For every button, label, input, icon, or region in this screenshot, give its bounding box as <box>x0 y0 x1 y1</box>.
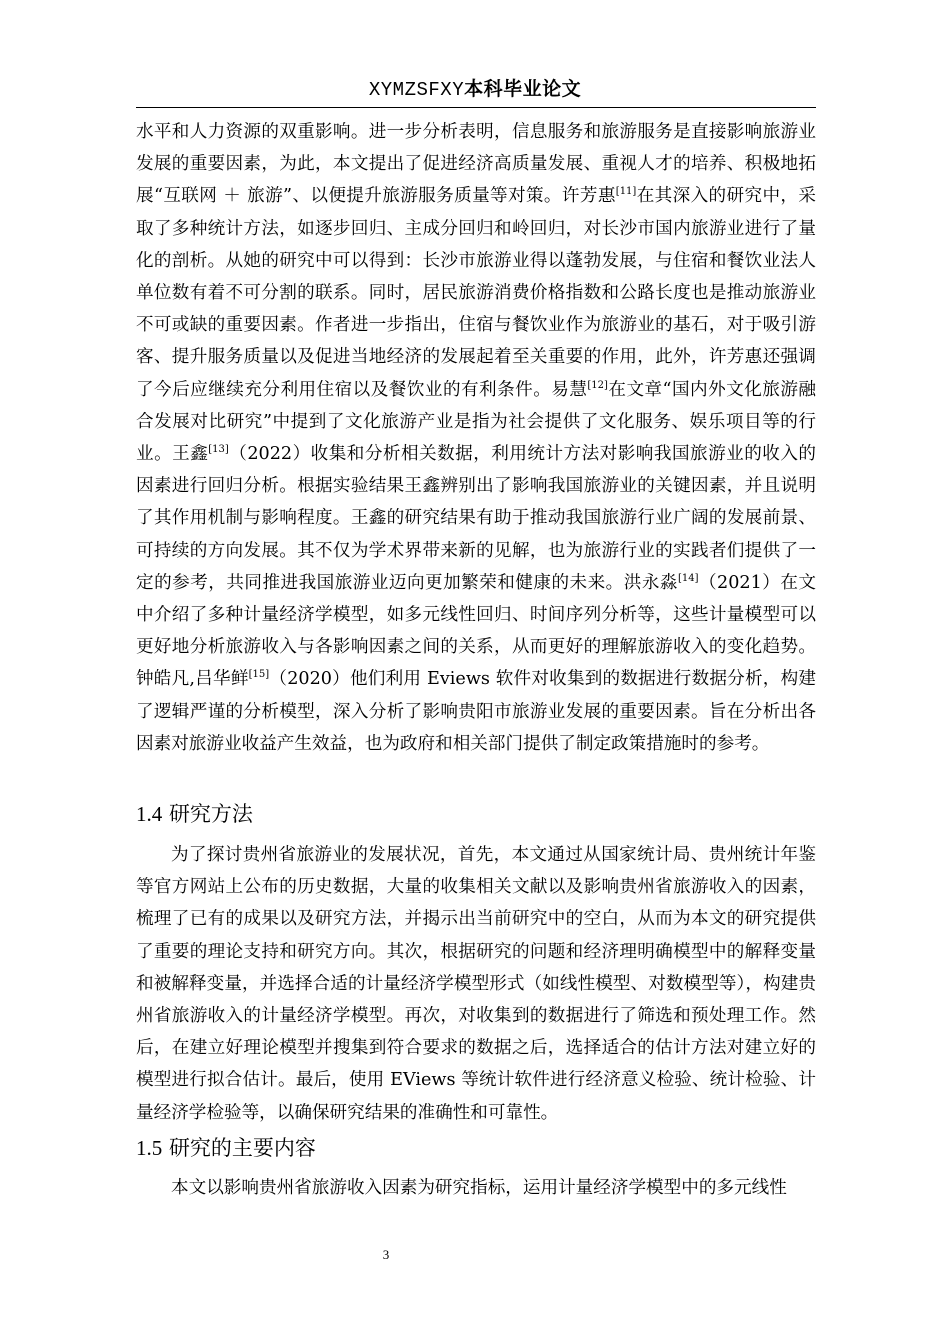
header-thesis-type: 本科毕业论文 <box>464 78 582 100</box>
citation-13: [13] <box>208 444 229 456</box>
paragraph-text-segment: （2021）在文中介绍了多种计量经济学模型，如多元线性回归、时间序列分析等，这些计量模型可以更好地分析旅游收入与各影响因素之间的关系，从而更好的理解旅游收入的变化趋势。钟皓凡,吕华鲜 <box>136 572 816 690</box>
literature-review-continuation <box>136 116 816 760</box>
section-heading <box>136 799 816 829</box>
paragraph-text-segment: 在其深入的研究中，采取了多种统计方法，如逐步回归、主成分回归和岭回归，对长沙市国内旅游业进行了量化的剖析。从她的研究中可以得到：长沙市旅游业得以蓬勃发展，与住宿和餐饮业法人单位数有着不可分割的联系。同时，居民旅游消费价格指数和公路长度也是推动旅游业不可或缺的重要因素。作者进一步指出，住宿与餐饮业作为旅游业的基石，对于吸引游客、提升服务质量以及促进当地经济的发展起着至关重要的作用，此外，许芳惠还强调了今后应继续充分利用住宿以及餐饮业的有利条件。易慧 <box>136 186 816 400</box>
citation-15: [15] <box>248 669 270 681</box>
body-paragraph: 为了探讨贵州省旅游业的发展状况，首先，本文通过从国家统计局、贵州统计年鉴等官方网站上公布的历史数据，大量的收集相关文献以及影响贵州省旅游收入的因素，梳理了已有的成果以及研究方法，并揭示出当前研究中的空白，从而为本文的研究提供了重要的理论支持和研究方向。其次，根据研究的问题和经济理明确模型中的解释变量和被解释变量，并选择合适的计量经济学模型形式（如线性模型、对数模型等），构建贵州省旅游收入的计量经济学模型。再次，对收集到的数据进行了筛选和预处理工作。然后，在建立好理论模型并搜集到符合要求的数据之后，选择适合的估计方法对建立好的模型进行拟合估计。最后，使用 EViews 等统计软件进行经济意义检验、统计检验、计量经济学检验等，以确保研究结果的准确性和可靠性。 <box>136 845 816 1123</box>
paragraph-text-segment: （2020）他们利用 Eviews 软件对收集到的数据进行数据分析，构建了逻辑严谨的分析模型，深入分析了影响贵阳市旅游业发展的重要因素。旨在分析出各因素对旅游业收益产生效益，也为政府和相关部门提供了制定政策措施时的参考。 <box>136 669 817 754</box>
citation-14: [14] <box>677 572 699 584</box>
body-paragraph: 本文以影响贵州省旅游收入因素为研究指标，运用计量经济学模型中的多元线性 <box>171 1178 787 1198</box>
paragraph-text-segment: 在文章“国内外文化旅游融合发展对比研究”中提到了文化旅游产业是指为社会提供了文化服务、娱乐项目等的行业。王鑫 <box>136 379 816 465</box>
section-1-4-body <box>136 839 816 1129</box>
section-number: 1.4 <box>136 802 163 826</box>
page-number: 3 <box>382 1247 390 1262</box>
section-1-4-heading <box>136 799 816 829</box>
section-title: 研究方法 <box>168 802 253 826</box>
header-divider <box>136 107 816 108</box>
header-school-code: XYMZSFXY <box>368 79 465 101</box>
section-title: 研究的主要内容 <box>168 1136 316 1160</box>
section-1-5-body <box>136 1172 816 1204</box>
section-number: 1.5 <box>136 1136 163 1160</box>
paragraph-text-segment: （2022）收集和分析相关数据，利用统计方法对影响我国旅游业的收入的因素进行回归分析。根据实验结果王鑫辨别出了影响我国旅游业的关键因素，并且说明了其作用机制与影响程度。王鑫的研究结果有助于推动我国旅游行业广阔的发展前景、可持续的方向发展。其不仅为学术界带来新的见解，也为旅游行业的实践者们提供了一定的参考，共同推进我国旅游业迈向更加繁荣和健康的未来。洪永淼 <box>136 444 816 593</box>
section-heading <box>136 1133 816 1163</box>
running-header <box>0 76 950 103</box>
paragraph-text-segment: 水平和人力资源的双重影响。进一步分析表明，信息服务和旅游服务是直接影响旅游业发展的重要因素，为此，本文提出了促进经济高质量发展、重视人才的培养、积极地拓展“互联网 ＋ 旅游”、以便提升旅游服务质量等对策。许芳惠 <box>136 122 816 207</box>
body-paragraph <box>136 116 816 760</box>
section-1-5-heading <box>136 1133 816 1163</box>
citation-12: [12] <box>587 379 608 391</box>
citation-11: [11] <box>615 186 637 198</box>
